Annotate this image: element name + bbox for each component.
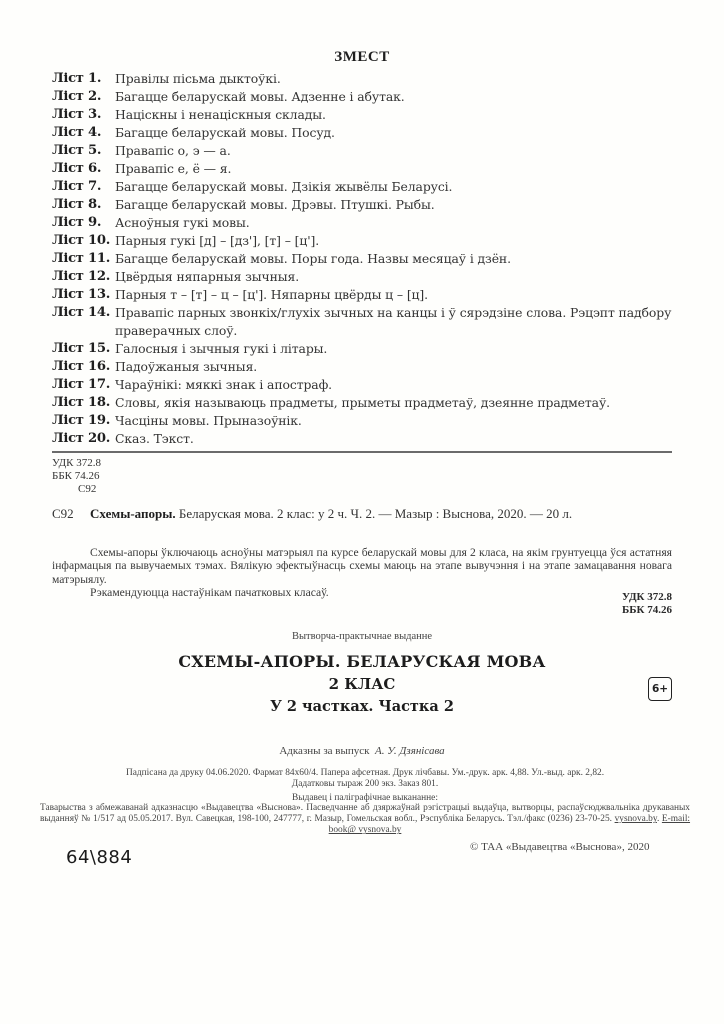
print-run: Дадатковы тыраж 200 экз. Заказ 801. [291, 779, 439, 789]
toc-item [52, 394, 678, 412]
responsible-editor [0, 745, 724, 757]
toc-item-number: Ліст 19. [52, 413, 111, 428]
toc-item-number: Ліст 17. [52, 377, 111, 392]
email-label: E-mail: [661, 814, 691, 825]
toc-item-text: Парныя гукі [д] – [дз'], [т] – [ц']. [115, 233, 320, 248]
toc-item-number: Ліст 12. [52, 269, 111, 284]
toc-item [52, 214, 678, 232]
toc-item [52, 232, 678, 250]
toc-item-number: Ліст 7. [52, 179, 102, 194]
toc-item-text: Часціны мовы. Прыназоўнік. [115, 413, 302, 428]
toc-item-number: Ліст 8. [52, 197, 102, 212]
annotation [52, 546, 672, 599]
toc-item [52, 376, 678, 394]
toc-item [52, 412, 678, 430]
toc-item-number: Ліст 10. [52, 233, 111, 248]
toc-item-number: Ліст 2. [52, 89, 102, 104]
udk-code: УДК 372.8 [52, 457, 102, 469]
toc-item-text: Багацце беларускай мовы. Адзенне і абутак. [115, 89, 405, 104]
toc-item [52, 124, 678, 142]
author-mark: С92 [78, 483, 97, 495]
website-link[interactable]: vysnova.by [614, 814, 657, 825]
toc-item-text: Чараўнікі: мяккі знак і апостраф. [115, 377, 333, 392]
toc-item-number: Ліст 6. [52, 161, 102, 176]
main-title: СХЕМЫ-АПОРЫ. БЕЛАРУСКАЯ МОВА [178, 652, 546, 671]
publisher-label: Выдавец і паліграфічнае выкананне: [292, 793, 438, 803]
toc-item-text: Правілы пісьма дыктоўкі. [115, 71, 281, 86]
toc-item-text: Націскны і ненаціскныя склады. [115, 107, 326, 122]
toc-item-text: Багацце беларускай мовы. Дзікія жывёлы Беларусі. [115, 179, 453, 194]
toc-title: ЗМЕСТ [334, 49, 390, 65]
toc-item-text: Цвёрдыя няпарныя зычныя. [115, 269, 300, 284]
toc-item [52, 250, 678, 268]
bbk-code: ББК 74.26 [52, 470, 100, 482]
print-details: Падпісана да друку 04.06.2020. Фармат 84х60/4. Папера афсетная. Друк лічбавы. Ум.-друк. арк. 4,88. Ул.-выд. арк. 2,82. [125, 768, 605, 778]
toc-item-text: Галосныя і зычныя гукі і літары. [115, 341, 328, 356]
toc-item-text: Сказ. Тэкст. [115, 431, 194, 446]
toc-item [52, 196, 678, 214]
toc-item-text: Словы, якія называюць прадметы, прыметы прадметаў, дзеянне прадметаў. [115, 395, 610, 410]
toc-item-text: Багацце беларускай мовы. Посуд. [115, 125, 335, 140]
toc-item-text: Асноўныя гукі мовы. [115, 215, 250, 230]
responsible-name: А. У. Дзянісава [375, 745, 445, 757]
toc-item [52, 88, 678, 106]
toc-item-number: Ліст 5. [52, 143, 102, 158]
copyright: © ТАА «Выдавецтва «Выснова», 2020 [470, 841, 650, 853]
divider-rule [52, 451, 672, 453]
parts-label: У 2 частках. Частка 2 [270, 698, 454, 715]
bibliographic-details: Беларуская мова. 2 клас: у 2 ч. Ч. 2. — Мазыр : Выснова, 2020. — 20 л. [175, 506, 573, 521]
toc-item [52, 160, 678, 178]
toc-item [52, 268, 678, 286]
toc-item-number: Ліст 9. [52, 215, 102, 230]
age-rating-badge: 6+ [648, 677, 672, 701]
toc-item-number: Ліст 20. [52, 431, 111, 446]
annotation-recommendation: Рэкамендуюцца настаўнікам пачатковых класаў. [90, 585, 329, 599]
bibliographic-code: С92 [52, 506, 74, 521]
toc-item-text: Багацце беларускай мовы. Дрэвы. Птушкі. Рыбы. [115, 197, 435, 212]
publisher-info: Таварыства з абмежаванай адказнасцю «Выдавецтва «Выснова». Пасведчанне аб дзяржаўнай рэгістрацыі выдаўца, вытворцы, распаўсюджвальніка друкаваных выданняў № 1/517 ад 05.05.2017. Вул. Савецкая, 198-100, 247777, г. Мазыр, Гомельская вобл., Рэспубліка Беларусь. Тэл./факс (0236) 23-70-25. vysnova.by. E-mail: book@ vysnova.by [40, 803, 691, 836]
toc-item-text: Багацце беларускай мовы. Поры года. Назвы месяцаў і дзён. [115, 251, 511, 266]
toc-item [52, 340, 678, 358]
toc-item-number: Ліст 4. [52, 125, 102, 140]
grade-label: 2 КЛАС [328, 675, 396, 693]
toc-item-number: Ліст 1. [52, 71, 102, 86]
document-code: 64\884 [66, 847, 133, 868]
toc-item-number: Ліст 14. [52, 305, 111, 320]
toc-item-number: Ліст 15. [52, 341, 111, 356]
bbk-code-bold: ББК 74.26 [621, 604, 672, 616]
toc-item [52, 142, 678, 160]
toc-item [52, 70, 678, 88]
edition-type: Вытворча-практычнае выданне [291, 631, 433, 642]
toc-item-number: Ліст 11. [52, 251, 111, 266]
bibliographic-record [52, 506, 572, 522]
toc-item-number: Ліст 3. [52, 107, 102, 122]
toc-item [52, 286, 678, 304]
bibliographic-title: Схемы-апоры. [90, 506, 176, 521]
toc-item [52, 358, 678, 376]
toc-item-number: Ліст 16. [52, 359, 111, 374]
toc-item-number: Ліст 13. [52, 287, 111, 302]
toc-item-text: Парныя т – [т] – ц – [ц']. Няпарны цвёрды ц – [ц]. [115, 287, 428, 302]
toc-item-text: Падоўжаныя зычныя. [115, 359, 258, 374]
toc-item-text: Правапіс о, э — а. [115, 143, 231, 158]
publisher-details: Таварыства з абмежаванай адказнасцю «Выдавецтва «Выснова». Пасведчанне аб дзяржаўнай рэгістрацыі выдаўца, вытворцы, распаўсюджвальніка друкаваных выданняў № 1/517 ад 05.05.2017. Вул. Савецкая, 198-100, 247777, г. Мазыр, Гомельская вобл., Рэспубліка Беларусь. Тэл./факс (0236) 23-70-25. [40, 803, 690, 825]
responsible-label: Адказны за выпуск [279, 745, 370, 757]
table-of-contents [52, 70, 678, 448]
toc-item [52, 430, 678, 448]
toc-item-text: Правапіс парных звонкіх/глухіх зычных на канцы і ў сярэдзіне слова. Рэцэпт падбору праверачных слоў. [115, 305, 672, 338]
toc-item [52, 304, 678, 340]
annotation-paragraph: Схемы-апоры ўключаюць асноўны матэрыял па курсе беларускай мовы для 2 класа, на якім грунтуецца ўся астатняя інфармацыя па вывучаемых тэмах. Вялікую эфектыўнасць схемы маюць на этапе вывучэння і на этапе замацавання новага матэрыялу. [52, 546, 672, 586]
toc-item-number: Ліст 18. [52, 395, 111, 410]
email-link[interactable]: book@ vysnova.by [328, 825, 402, 836]
toc-item [52, 106, 678, 124]
toc-item [52, 178, 678, 196]
toc-item-text: Правапіс е, ё — я. [115, 161, 232, 176]
udk-code-bold: УДК 372.8 [621, 591, 672, 603]
